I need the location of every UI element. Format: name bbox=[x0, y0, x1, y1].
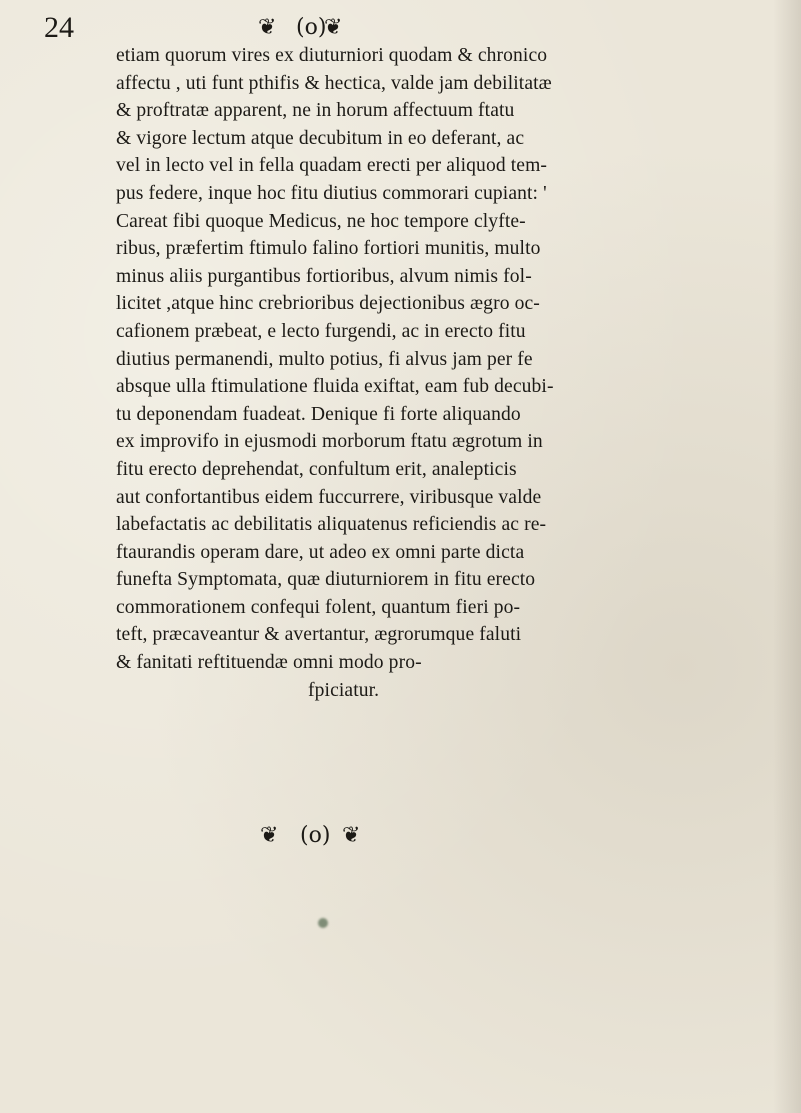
text-line: & vigore lectum atque decubitum in eo deferant, ac bbox=[116, 127, 525, 149]
body-text bbox=[116, 42, 781, 704]
text-line: vel in lecto vel in fella quadam erecti per aliquod tem- bbox=[116, 155, 548, 177]
text-line: teft, præcaveantur & avertantur, ægrorumque faluti bbox=[116, 624, 522, 646]
ink-stain bbox=[318, 918, 328, 928]
text-line: cafionem præbeat, e lecto furgendi, ac in erecto fitu bbox=[116, 320, 526, 342]
text-line: affectu , uti funt pthifis & hectica, valde jam debilitatæ bbox=[116, 72, 552, 94]
text-line: minus aliis purgantibus fortioribus, alvum nimis fol- bbox=[116, 265, 532, 287]
fleuron-icon: ❦ bbox=[342, 823, 361, 848]
text-line: etiam quorum vires ex diuturniori quodam & chronico bbox=[116, 45, 548, 66]
fleuron-icon: ❦ bbox=[324, 15, 343, 40]
text-line: funefta Symptomata, quæ diuturniorem in fitu erecto bbox=[116, 569, 536, 591]
text-line: pus federe, inque hoc fitu diutius commorari cupiant: ' bbox=[116, 182, 547, 204]
page-number: 24 bbox=[44, 11, 74, 44]
text-line: diutius permanendi, multo potius, fi alvus jam per fe bbox=[116, 348, 533, 370]
fleuron-icon: ❦ bbox=[258, 15, 277, 40]
text-line: commorationem confequi folent, quantum fieri po- bbox=[116, 596, 521, 618]
text-line: ex improvifo in ejusmodi morborum ftatu ægrotum in bbox=[116, 431, 543, 453]
text-line: licitet ,atque hinc crebrioribus dejectionibus ægro oc- bbox=[116, 293, 540, 315]
page-footer bbox=[0, 818, 801, 858]
text-line: fpiciatur. bbox=[308, 679, 380, 701]
text-line: labefactatis ac debilitatis aliquatenus reficiendis ac re- bbox=[116, 514, 547, 536]
text-line: Careat fibi quoque Medicus, ne hoc tempore clyfte- bbox=[116, 210, 526, 232]
text-line: & proftratæ apparent, ne in horum affectuum ftatu bbox=[116, 100, 515, 122]
text-line: fitu erecto deprehendat, confultum erit, analepticis bbox=[116, 458, 517, 480]
text-line: aut confortantibus eidem fuccurrere, viribusque valde bbox=[116, 486, 542, 508]
text-line: ftaurandis operam dare, ut adeo ex omni parte dicta bbox=[116, 541, 525, 563]
ornament-center: (o) bbox=[300, 823, 331, 848]
text-line: absque ulla ftimulatione fluida exiftat, eam fub decubi- bbox=[116, 376, 554, 398]
text-line: tu deponendam fuadeat. Denique fi forte aliquando bbox=[116, 403, 521, 425]
fleuron-icon: ❦ bbox=[260, 823, 279, 848]
text-line: & fanitati reftituendæ omni modo pro- bbox=[116, 652, 422, 674]
text-line: ribus, præfertim ftimulo falino fortiori munitis, multo bbox=[116, 238, 541, 260]
ornament-center: (o) bbox=[296, 15, 327, 40]
